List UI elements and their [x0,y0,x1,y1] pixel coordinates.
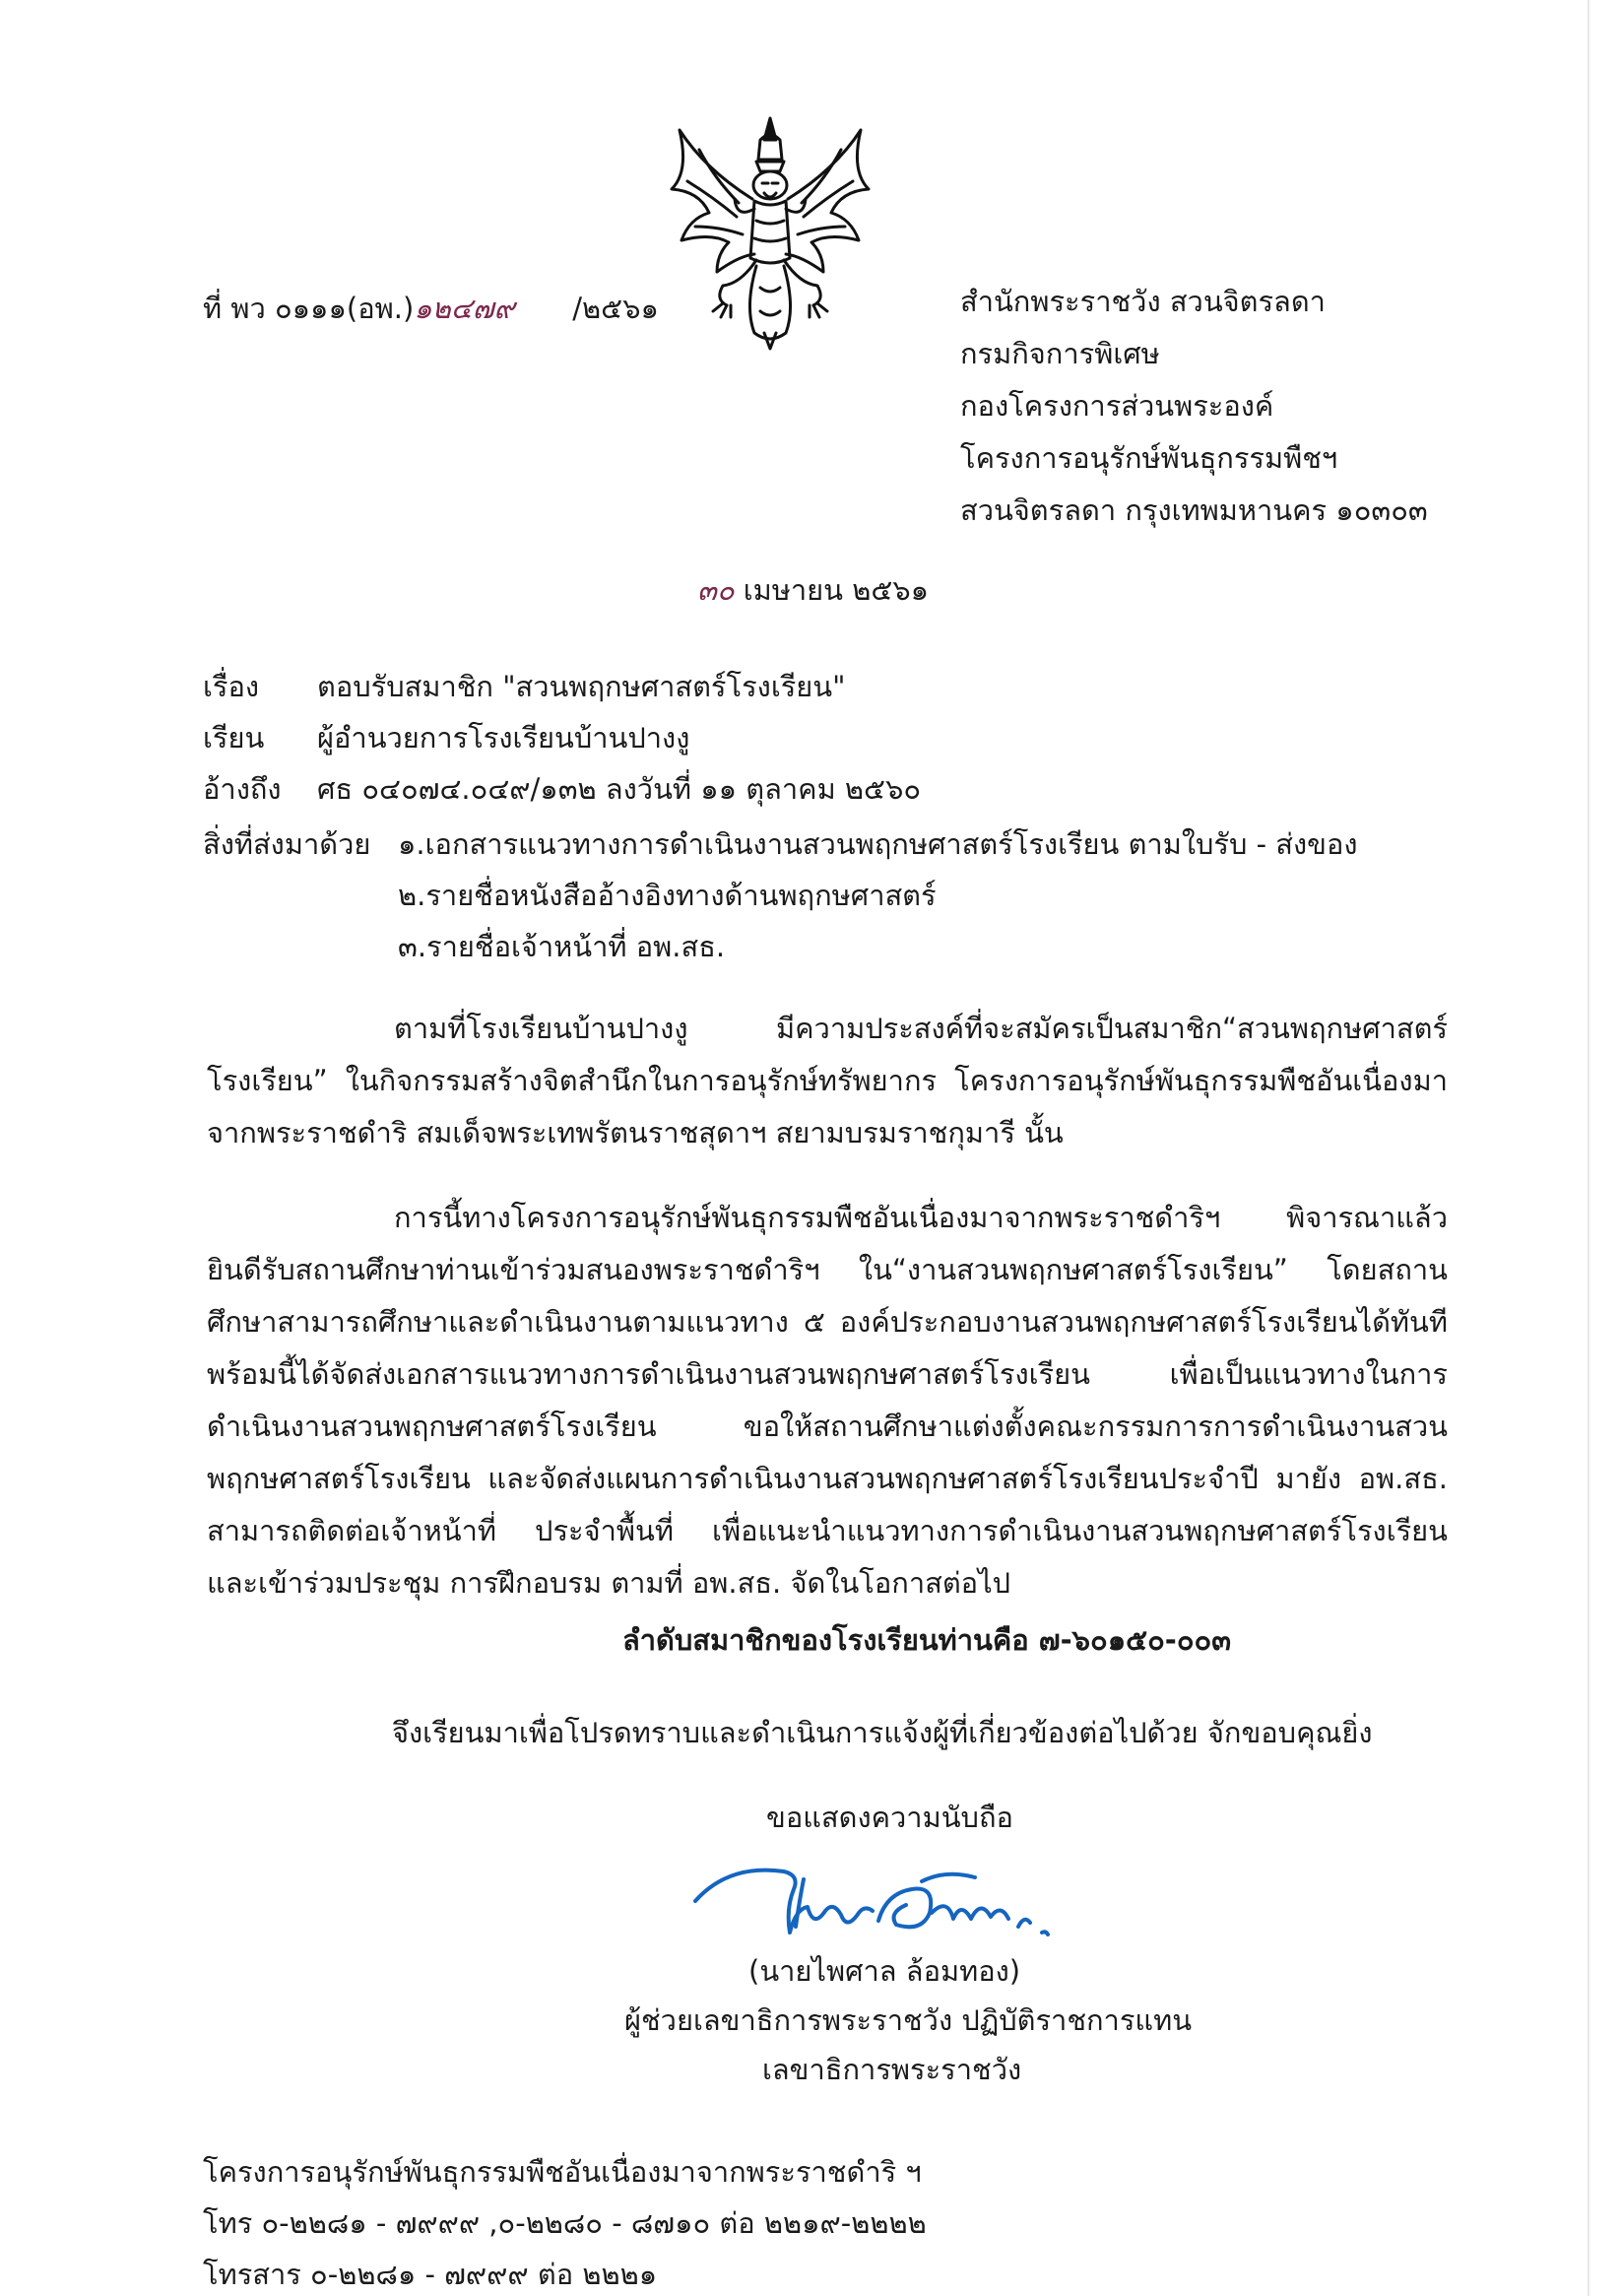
reference-number-year: /๒๕๖๑ [572,292,659,325]
handwritten-signature [689,1850,1123,1958]
office-line: กองโครงการส่วนพระองค์ [960,389,1274,423]
to-value: ผู้อำนวยการโรงเรียนบ้านปางงู [317,721,690,754]
office-line: สวนจิตรลดา กรุงเทพมหานคร ๑๐๓๐๓ [960,493,1428,527]
body-paragraph-2-text: การนี้ทางโครงการอนุรักษ์พันธุกรรมพืชอันเนื่องมาจากพระราชดำริฯ พิจารณาแล้ว ยินดีรับสถานศึกษาท่านเข้าร่วมสนองพระราชดำริฯ ใน“งานสวนพฤกษศาสตร์โรงเรียน” โดยสถานศึกษาสามารถศึกษาและดำเนินงานตามแนวทาง ๕ องค์ประกอบงานสวนพฤกษศาสตร์โรงเรียนได้ทันที พร้อมนี้ได้จัดส่งเอกสารแนวทางการดำเนินงานสวนพฤกษศาสตร์โรงเรียน เพื่อเป็นแนวทางในการดำเนินงานสวนพฤกษศาสตร์โรงเรียน ขอให้สถานศึกษาแต่งตั้งคณะกรรมการการดำเนินงานสวนพฤกษศาสตร์โรงเรียน และจัดส่งแผนการดำเนินงานสวนพฤกษศาสตร์โรงเรียนประจำปี มายัง อพ.สธ. สามารถติดต่อเจ้าหน้าที่ ประจำพื้นที่ เพื่อแนะนำแนวทางการดำเนินงานสวนพฤกษศาสตร์โรงเรียน และเข้าร่วมประชุม การฝึกอบรม ตามที่ อพ.สธ. จัดในโอกาสต่อไป [207,1201,1448,1600]
enclosure-item: ๑.เอกสารแนวทางการดำเนินงานสวนพฤกษศาสตร์โรงเรียน ตามใบรับ - ส่งของ [398,827,1358,861]
footer-organization: โครงการอนุรักษ์พันธุกรรมพืชอันเนื่องมาจากพระราชดำริ ฯ [203,2155,922,2189]
letter-date [697,571,929,609]
body-paragraph-1-text: ตามที่โรงเรียนบ้านปางงู มีความประสงค์ที่จะสมัครเป็นสมาชิก“สวนพฤกษศาสตร์โรงเรียน” ในกิจกรรมสร้างจิตสำนึกในการอนุรักษ์ทรัพยากร โครงการอนุรักษ์พันธุกรรมพืชอันเนื่องมาจากพระราชดำริ สมเด็จพระเทพรัตนราชสุดาฯ สยามบรมราชกุมารี นั้น [207,1012,1448,1149]
scan-edge-line [1588,0,1589,2296]
enclosures-label: สิ่งที่ส่งมาด้วย [203,827,371,861]
closing-sentence: จึงเรียนมาเพื่อโปรดทราบและดำเนินการแจ้งผู้ที่เกี่ยวข้องต่อไปด้วย จักขอบคุณยิ่ง [392,1716,1373,1749]
subject-value: ตอบรับสมาชิก "สวนพฤกษศาสตร์โรงเรียน" [317,670,846,703]
subject-label: เรื่อง [203,670,260,703]
office-line: กรมกิจการพิเศษ [960,337,1160,370]
body-paragraph-1 [207,1003,1448,1159]
reference-number-prefix: ที่ พว ๐๑๑๑(อพ.) [203,292,415,325]
garuda-emblem-icon [666,110,875,352]
signatory-position-line-2: เลขาธิการพระราชวัง [762,2053,1022,2086]
reference-number-line [203,290,659,327]
office-line: โครงการอนุรักษ์พันธุกรรมพืชฯ [960,441,1338,475]
date-month-year: เมษายน ๒๕๖๑ [734,573,930,607]
reference-label: อ้างถึง [203,772,282,806]
reference-value: ศธ ๐๔๐๗๔.๐๔๙/๑๓๒ ลงวันที่ ๑๑ ตุลาคม ๒๕๖๐ [317,772,922,806]
enclosure-item: ๒.รายชื่อหนังสืออ้างอิงทางด้านพฤกษศาสตร์ [398,879,937,912]
enclosure-item: ๓.รายชื่อเจ้าหน้าที่ อพ.สธ. [398,930,726,963]
salutation: ขอแสดงความนับถือ [766,1801,1013,1834]
member-number: ลำดับสมาชิกของโรงเรียนท่านคือ ๗-๖๐๑๕๐-๐๐๓ [622,1623,1232,1657]
to-label: เรียน [203,721,265,754]
footer-fax: โทรสาร ๐-๒๒๘๑ - ๗๙๙๙ ต่อ ๒๒๒๑ [203,2258,658,2291]
body-paragraph-2 [207,1192,1448,1609]
signatory-position-line-1: ผู้ช่วยเลขาธิการพระราชวัง ปฏิบัติราชการแทน [624,2003,1193,2037]
signatory-name: (นายไพศาล ล้อมทอง) [748,1954,1021,1988]
office-line: สำนักพระราชวัง สวนจิตรลดา [960,285,1326,318]
office-address-block [960,276,1428,537]
footer-phone: โทร ๐-๒๒๘๑ - ๗๙๙๙ ,๐-๒๒๘๐ - ๘๗๑๐ ต่อ ๒๒๑๙-๒๒๒๒ [203,2206,927,2240]
date-day-handwritten: ๓๐ [697,573,735,607]
reference-number-handwritten: ๑๒๔๗๙ [414,292,515,325]
